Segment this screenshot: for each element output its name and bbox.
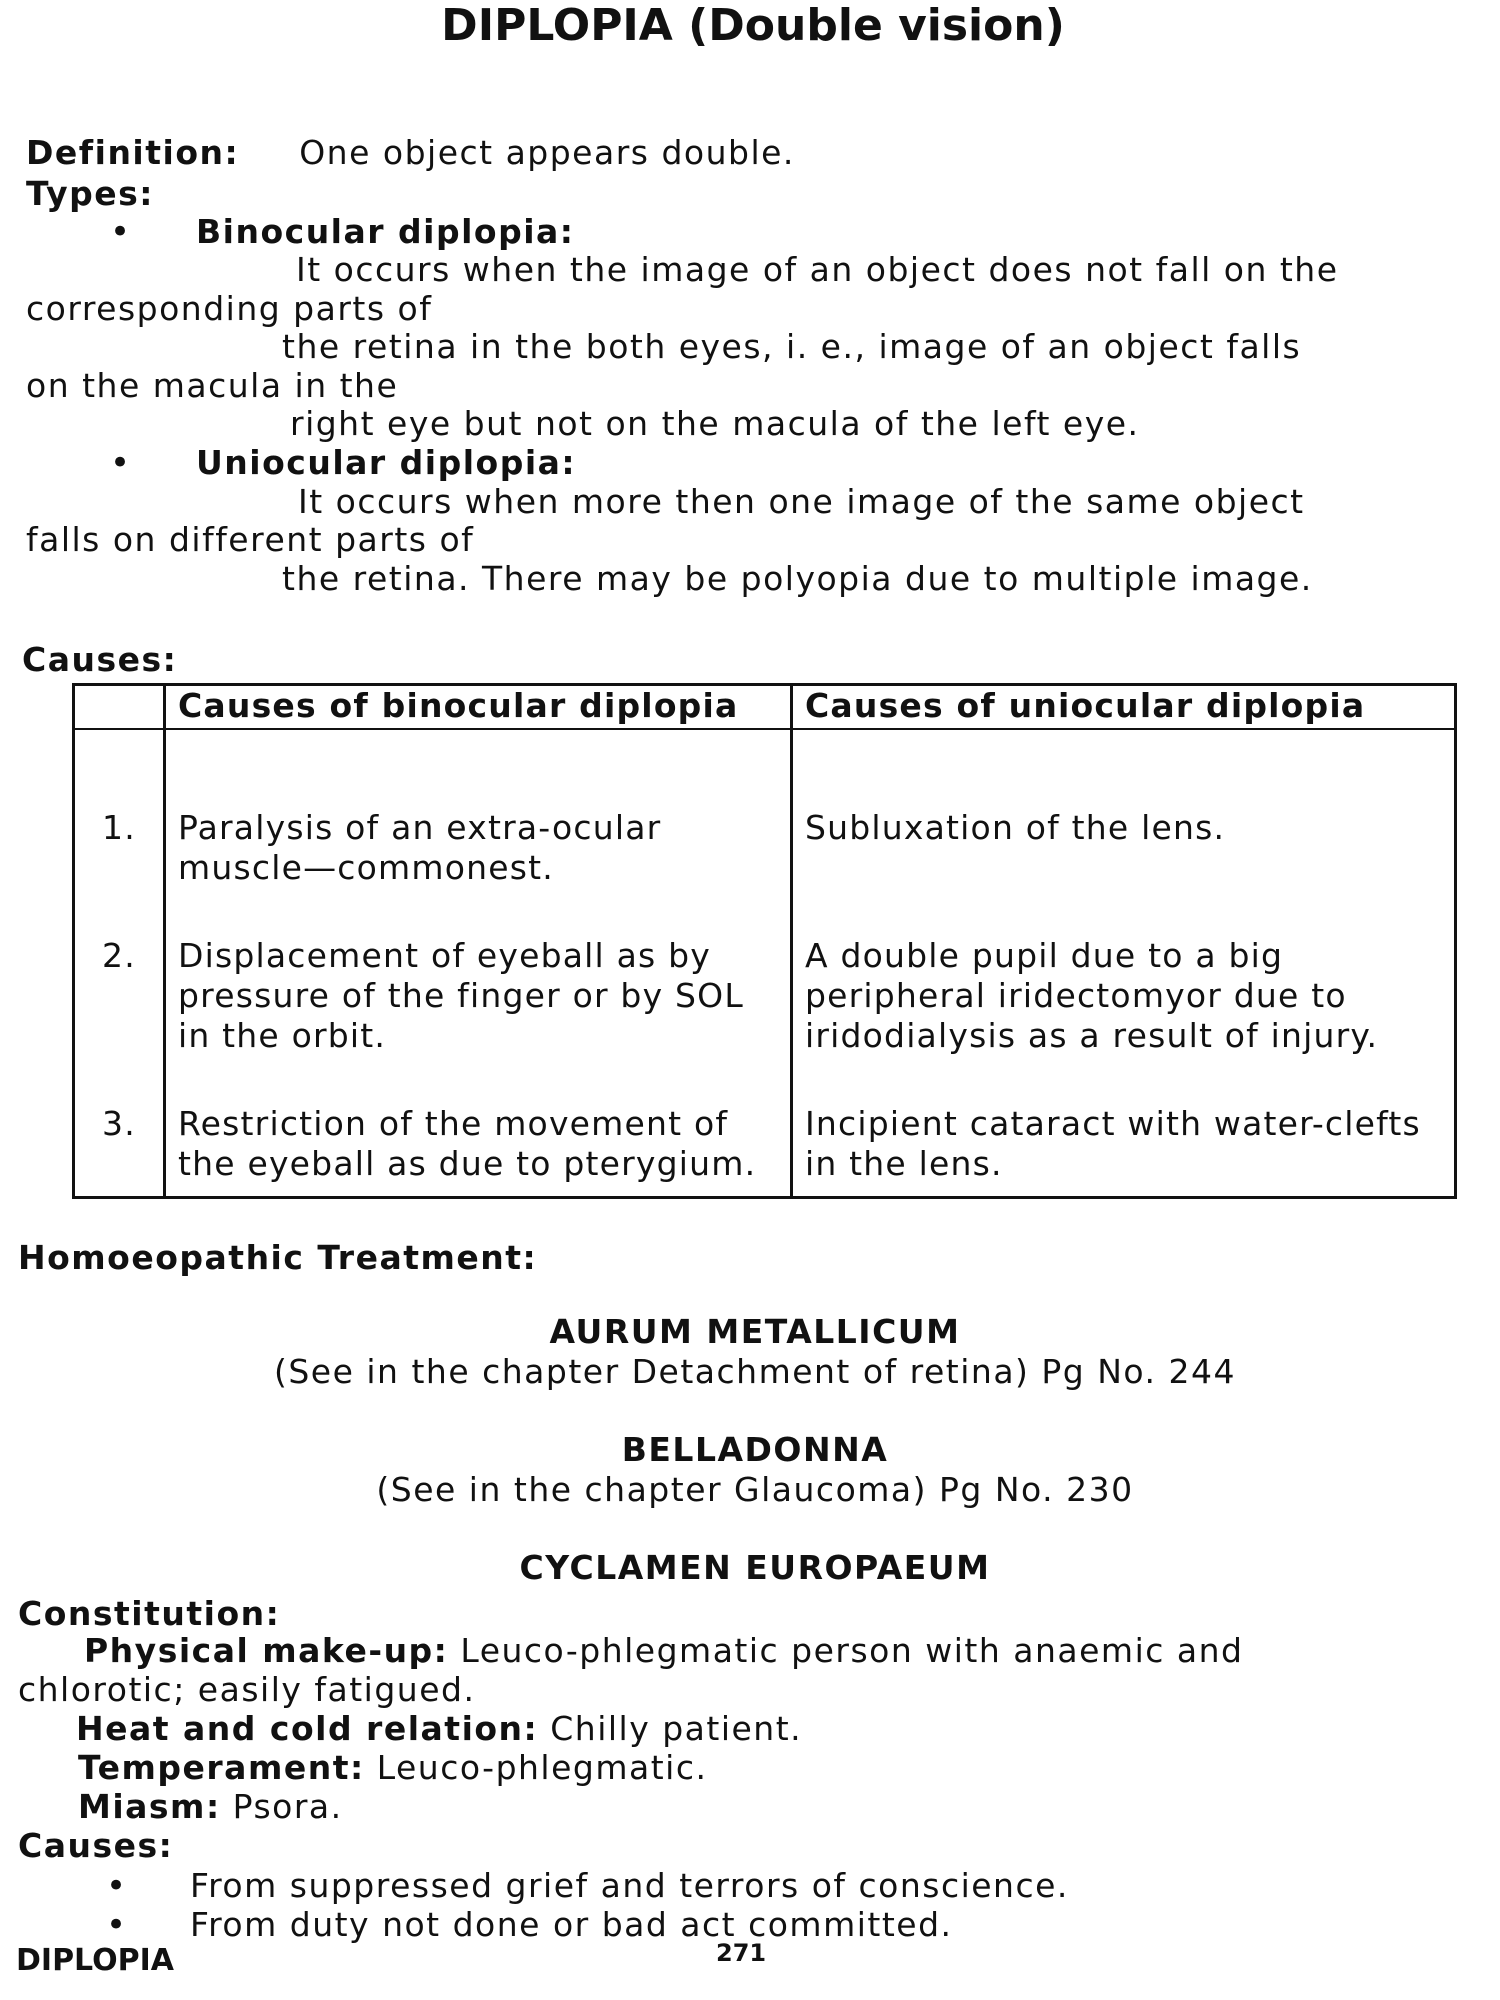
uniocular-line: falls on different parts of [26,520,475,559]
binocular-cause: Displacement of eyeball as by pressure of the finger or by SOL in the orbit. [165,904,792,1072]
treatment-label: Homoeopathic Treatment: [18,1238,538,1277]
page-title: DIPLOPIA (Double vision) [441,0,1065,51]
physical-makeup-cont: chlorotic; easily fatigued. [18,1670,476,1709]
binocular-line: It occurs when the image of an object does not fall on the [296,250,1339,289]
remedy-reference: (See in the chapter Glaucoma) Pg No. 230 [376,1470,1134,1509]
bullet-icon: • [110,443,131,483]
bullet-icon: • [106,1905,127,1945]
definition-label: Definition: [26,133,240,172]
cause-item: From suppressed grief and terrors of conscience. [190,1866,1069,1905]
physical-makeup-label: Physical make-up: [84,1631,449,1670]
row-number: 3. [74,1072,165,1197]
binocular-line: the retina in the both eyes, i. e., image of an object falls [282,327,1302,366]
uniocular-cause: A double pupil due to a big peripheral iridectomyor due to iridodialysis as a result of injury. [792,904,1456,1072]
miasm-text: Psora. [232,1787,343,1826]
binocular-cause: Restriction of the movement of the eyeball as due to pterygium. [165,1072,792,1197]
remedy-name: CYCLAMEN EUROPAEUM [519,1548,991,1587]
miasm-label: Miasm: [78,1787,221,1826]
uniocular-line: It occurs when more then one image of the same object [298,482,1305,521]
miasm [78,1787,343,1826]
uniocular-cause: Incipient cataract with water-clefts in the lens. [792,1072,1456,1197]
footer-section: DIPLOPIA [16,1943,174,1978]
heat-cold-text: Chilly patient. [550,1709,803,1748]
table-row [74,1072,1456,1197]
types-label: Types: [26,174,154,213]
causes-table [72,683,1457,1199]
temperament-label: Temperament: [78,1748,365,1787]
heat-cold-label: Heat and cold relation: [76,1709,539,1748]
binocular-line: on the macula in the [26,366,399,405]
bullet-icon: • [106,1866,127,1906]
remedy-name: BELLADONNA [621,1430,889,1469]
row-number: 2. [74,904,165,1072]
physical-makeup [84,1631,1243,1670]
uniocular-line: the retina. There may be polyopia due to multiple image. [282,559,1313,598]
definition-text: One object appears double. [299,133,795,172]
binocular-line: corresponding parts of [26,289,433,328]
remedy-name: AURUM METALLICUM [549,1312,961,1351]
temperament-text: Leuco-phlegmatic. [376,1748,708,1787]
remedy-reference: (See in the chapter Detachment of retina) Pg No. 244 [273,1352,1237,1391]
binocular-heading: Binocular diplopia: [196,212,575,251]
causes-label: Causes: [22,640,178,679]
constitution-label: Constitution: [18,1594,281,1633]
bullet-icon: • [110,212,131,252]
table-header-row [74,685,1456,730]
cause-item: From duty not done or bad act committed. [190,1905,953,1944]
table-header-num [74,685,165,730]
causes2-label: Causes: [18,1826,174,1865]
row-number: 1. [74,729,165,904]
page-number: 271 [716,1939,767,1967]
temperament [78,1748,707,1787]
table-header-uniocular: Causes of uniocular diplopia [792,685,1456,730]
table-header-binocular: Causes of binocular diplopia [165,685,792,730]
uniocular-heading: Uniocular diplopia: [196,443,577,482]
heat-cold-relation [76,1709,802,1748]
binocular-line: right eye but not on the macula of the left eye. [290,404,1140,443]
physical-makeup-text: Leuco-phlegmatic person with anaemic and [460,1631,1244,1670]
definition-row [26,133,795,172]
table-row [74,729,1456,904]
uniocular-cause: Subluxation of the lens. [792,729,1456,904]
binocular-cause: Paralysis of an extra-ocular muscle—commonest. [165,729,792,904]
table-row [74,904,1456,1072]
